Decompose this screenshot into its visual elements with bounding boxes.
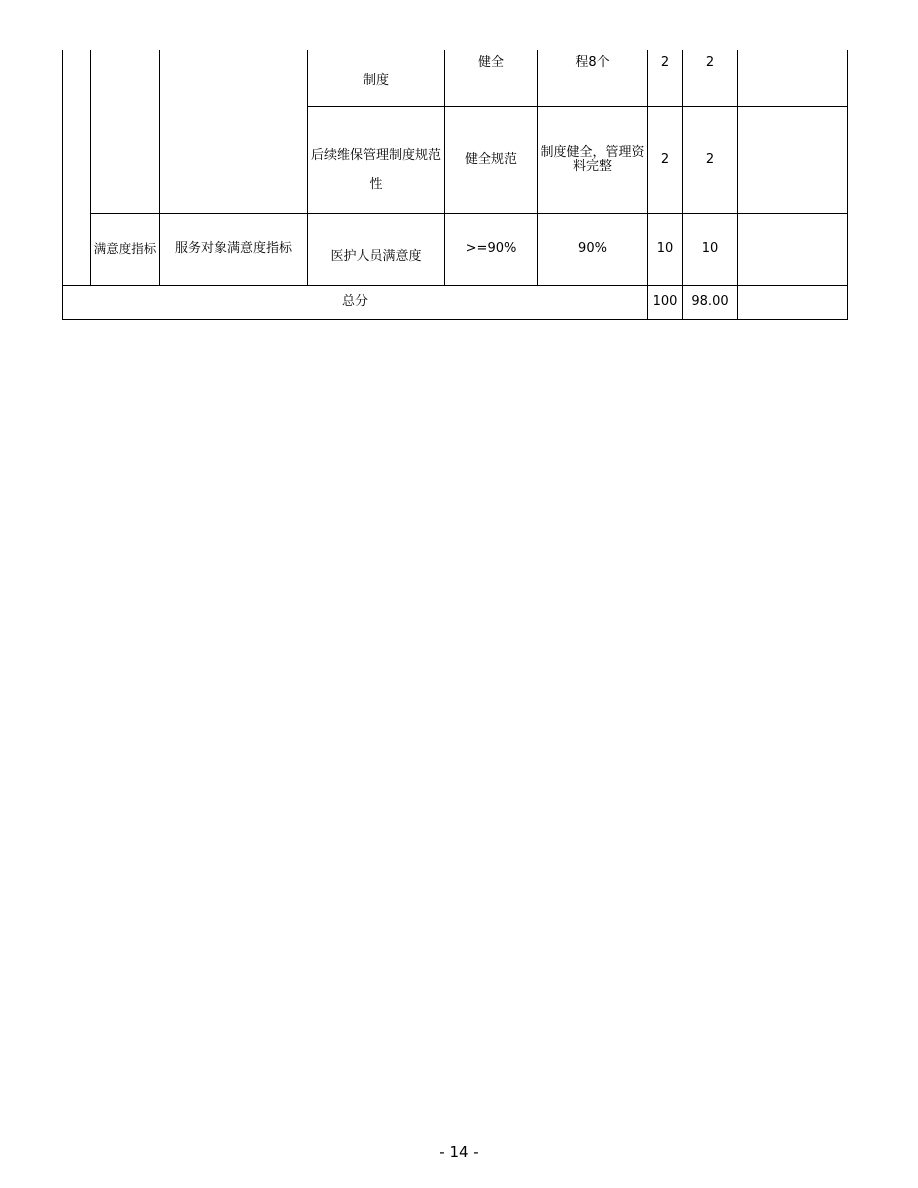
table-cell-indicator: 制度 bbox=[362, 73, 389, 88]
row-divider-3 bbox=[62, 285, 848, 286]
page-number: - 14 - bbox=[439, 1143, 479, 1161]
column-divider-7 bbox=[682, 50, 683, 320]
table-cell-score: 2 bbox=[705, 55, 715, 70]
table-cell-actual: 程8个 bbox=[575, 55, 610, 70]
table-cell-indicator: 医护人员满意度 bbox=[330, 249, 422, 264]
row-divider-2 bbox=[90, 213, 848, 214]
row-divider-1 bbox=[307, 106, 848, 107]
column-divider-8 bbox=[737, 50, 738, 320]
table-cell-score: 10 bbox=[701, 241, 719, 256]
total-label: 总分 bbox=[341, 294, 368, 309]
table-cell-weight: 2 bbox=[660, 152, 670, 167]
table-cell-level3-indicator: 服务对象满意度指标 bbox=[174, 241, 292, 256]
column-divider-6 bbox=[647, 50, 648, 320]
table-cell-level2-indicator: 满意度指标 bbox=[93, 241, 157, 256]
table-cell-standard: 健全规范 bbox=[464, 152, 517, 167]
table-cell-standard: 健全 bbox=[477, 55, 504, 70]
table-cell-weight: 10 bbox=[656, 241, 674, 256]
table-cell-score: 2 bbox=[705, 152, 715, 167]
table-cell-standard: >=90% bbox=[465, 241, 517, 256]
table-border-bottom bbox=[62, 319, 848, 320]
table-cell-actual: 90% bbox=[578, 241, 607, 256]
table-border-left bbox=[62, 50, 63, 320]
table-cell-actual: 制度健全，管理资料完整 bbox=[540, 145, 645, 174]
table-border-right bbox=[847, 50, 848, 320]
table-cell-weight: 2 bbox=[660, 55, 670, 70]
table-cell-indicator: 后续维保管理制度规范 bbox=[310, 148, 441, 163]
total-score: 98.00 bbox=[691, 294, 729, 309]
table-cell-indicator-continued: 性 bbox=[369, 177, 383, 192]
total-weight: 100 bbox=[652, 294, 678, 309]
